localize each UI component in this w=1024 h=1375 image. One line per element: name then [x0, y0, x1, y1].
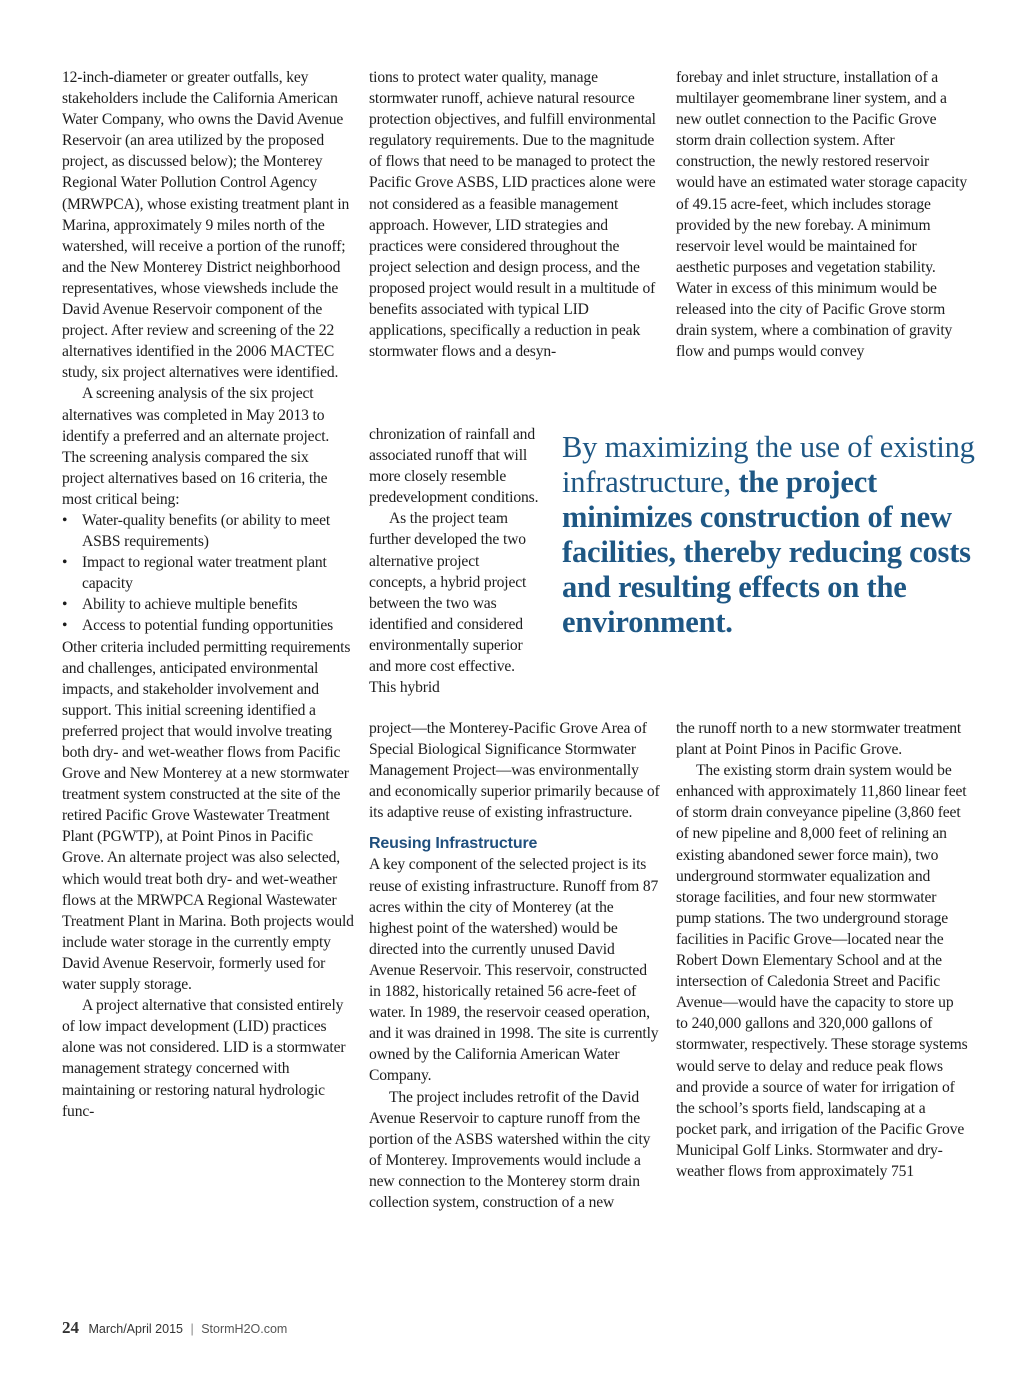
- article-column-2-top: [369, 67, 661, 362]
- article-column-3-bottom: [676, 718, 968, 1182]
- criteria-list-item: • Ability to achieve multiple benefits: [62, 594, 354, 615]
- col2-paragraph-1: tions to protect water quality, manage stormwater runoff, achieve natural resource protection objectives, and fulfill environmental regulatory requirements. Due to the magnitude of flows that need to be managed to protect the Pacific Grove ASBS, LID practices alone were not considered as a feasible management approach. However, LID strategies and practices were considered throughout the project selection and design process, and the proposed project would result in a multitude of benefits associated with typical LID applications, specifically a reduction in peak stormwater flows and a desyn-: [369, 69, 656, 361]
- criteria-list-item: • Impact to regional water treatment plant capacity: [62, 552, 354, 594]
- section-heading: Reusing Infrastructure: [369, 835, 538, 853]
- page-number: 24: [62, 1318, 79, 1337]
- pull-quote-bold-text: the project minimizes construction of new facilities, thereby reducing costs and resulting effects on the environment.: [562, 465, 971, 639]
- footer-separator: |: [190, 1322, 194, 1336]
- article-column-2-narrow: [369, 424, 539, 698]
- criteria-list-item: • Access to potential funding opportunities: [62, 615, 354, 636]
- pull-quote: [562, 430, 982, 640]
- article-column-1: [62, 67, 354, 1122]
- pull-quote-light-text: By maximizing the use of existing infrastructure,: [562, 430, 975, 499]
- col1-paragraph-2: A screening analysis of the six project alternatives was completed in May 2013 to identify a preferred and an alternate project. The screening analysis compared the six project alternatives based on 16 criteria, the most critical being:: [62, 385, 330, 508]
- col1-paragraph-4: A project alternative that consisted entirely of low impact development (LID) practices alone was not considered. LID is a stormwater management strategy concerned with maintaining or restoring natural hydrologic func-: [62, 997, 346, 1120]
- article-column-2-bottom: [369, 718, 661, 1213]
- col1-paragraph-3: Other criteria included permitting requirements and challenges, anticipated environmental impacts, and stakeholder involvement and support. This initial screening identified a preferred project that would involve treating both dry- and wet-weather flows from Pacific Grove and New Monterey at a new stormwater treatment system constructed at the site of the retired Pacific Grove Wastewater Treatment Plant (PGWTP), at Point Pinos in Pacific Grove. An alternate project was also selected, which would treat both dry- and wet-weather flows at the MRWPCA Regional Wastewater Treatment Plant in Marina. Both projects would include water storage in the currently empty David Avenue Reservoir, formerly used for water supply storage.: [62, 638, 354, 994]
- col3-paragraph-2: The existing storm drain system would be enhanced with approximately 11,860 linear feet of storm drain conveyance pipeline (3,860 feet of new pipeline and 8,000 feet of relining an existing abandoned sewer force main), two underground stormwater equalization and storage facilities, and four new stormwater pump stations. The two underground storage facilities in Pacific Grove—located near the Robert Down Elementary School and at the intersection of Caledonia Street and Pacific Avenue—would have the capacity to store up to 240,000 gallons and 320,000 gallons of stormwater, respectively. These storage systems would serve to delay and reduce peak flows and provide a source of water for irrigation of the school’s sports field, landscaping at a pocket park, and irrigation of the Pacific Grove Municipal Golf Links. Stormwater and dry-weather flows from approximately 751: [676, 762, 968, 1180]
- col3-paragraph-1-continued: the runoff north to a new stormwater treatment plant at Point Pinos in Pacific Grove.: [676, 720, 962, 759]
- page-footer: [62, 1318, 287, 1338]
- col1-paragraph-1: 12-inch-diameter or greater outfalls, key stakeholders include the California American Water Company, who owns the David Avenue Reservoir (an area utilized by the proposed project, as discussed below); the Monterey Regional Water Pollution Control Agency (MRWPCA), whose existing treatment plant in Marina, approximately 9 miles north of the watershed, will receive a portion of the runoff; and the New Monterey District neighborhood representatives, whose viewsheds include the David Avenue Reservoir component of the project. After review and screening of the 22 alternatives identified in the 2006 MACTEC study, six project alternatives were identified.: [62, 69, 350, 382]
- col2-paragraph-2-continued: project—the Monterey-Pacific Grove Area of Special Biological Significance Stormwater Management Project—was environmentally and economically superior primarily because of its adaptive reuse of existing infrastructure.: [369, 720, 660, 822]
- col2-paragraph-1-continued: chronization of rainfall and associated runoff that will more closely resemble predevelopment conditions.: [369, 426, 539, 507]
- col2-paragraph-2: As the project team further developed the two alternative project concepts, a hybrid project between the two was identified and considered environmentally superior and more cost effective. This hybrid: [369, 510, 527, 697]
- criteria-list: [62, 510, 354, 637]
- col3-paragraph-1: forebay and inlet structure, installation of a multilayer geomembrane liner system, and a new outlet connection to the Pacific Grove storm drain collection system. After construction, the newly restored reservoir would have an estimated water storage capacity of 49.15 acre-feet, which includes storage provided by the new forebay. A minimum reservoir level would be maintained for aesthetic purposes and vegetation stability. Water in excess of this minimum would be released into the city of Pacific Grove storm drain system, where a combination of gravity flow and pumps would convey: [676, 69, 967, 361]
- col2-paragraph-4: The project includes retrofit of the David Avenue Reservoir to capture runoff from the portion of the ASBS watershed within the city of Monterey. Improvements would include a new connection to the Monterey storm drain collection system, construction of a new: [369, 1088, 651, 1211]
- col2-paragraph-3: A key component of the selected project is its reuse of existing infrastructure. Runoff from 87 acres within the city of Monterey (at the highest point of the watershed) would be directed into the currently unused David Avenue Reservoir. This reservoir, constructed in 1882, historically retained 56 acre-feet of water. In 1989, the reservoir ceased operation, and it was drained in 1998. The site is currently owned by the California American Water Company.: [369, 856, 659, 1085]
- article-column-3-top: [676, 67, 968, 362]
- issue-date: March/April 2015: [88, 1322, 183, 1336]
- publication-website: StormH2O.com: [201, 1322, 288, 1336]
- criteria-list-item: • Water-quality benefits (or ability to meet ASBS requirements): [62, 510, 354, 552]
